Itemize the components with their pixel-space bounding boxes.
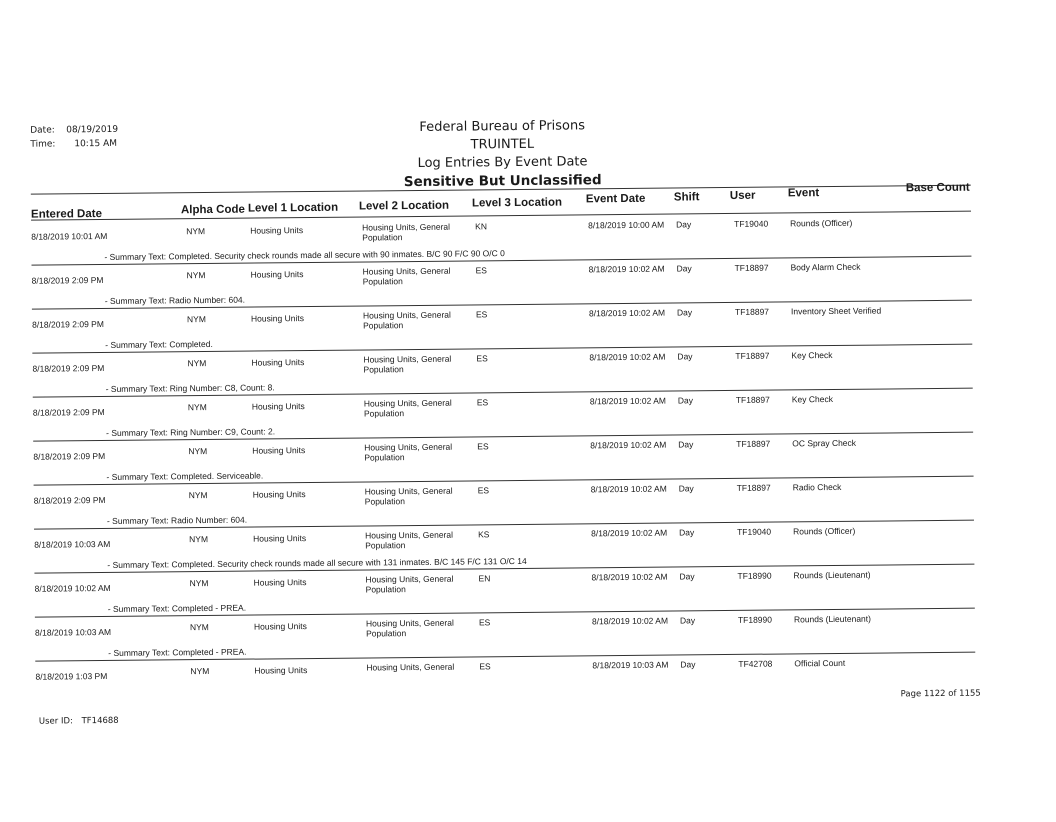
footer-user-id [39,716,119,727]
cell-level3-location: KS [478,529,490,540]
cell-entered-date: 8/18/2019 10:03 AM [34,626,112,638]
cell-entered-date: 8/18/2019 2:09 PM [32,362,105,374]
cell-user: TF42708 [738,658,773,669]
col-level3: Level 3 Location [471,196,563,210]
cell-entered-date: 8/18/2019 2:09 PM [33,494,106,506]
cell-entered-date: 8/18/2019 10:02 AM [34,582,111,594]
cell-level2-location: Housing Units, General Population [363,397,452,419]
cell-alpha-code: NYM [186,314,206,325]
cell-event-date: 8/18/2019 10:02 AM [591,527,668,539]
col-alpha-code: Alpha Code [180,203,245,217]
col-entered-date: Entered Date [30,208,102,221]
date-value: 08/19/2019 [66,124,119,136]
cell-level1-location: Housing Units [250,225,304,236]
cell-entered-date: 8/18/2019 2:09 PM [32,406,105,418]
summary-text: - Summary Text: Completed - PREA. [108,646,247,658]
cell-level2-location: Housing Units, General Population [362,265,451,287]
cell-shift: Day [679,615,696,626]
cell-entered-date: 8/18/2019 1:03 PM [35,670,108,682]
cell-alpha-code: NYM [187,402,207,413]
cell-alpha-code: NYM [189,534,209,545]
cell-user: TF19040 [734,218,769,229]
cell-level1-location: Housing Units [252,489,306,500]
cell-shift: Day [678,439,694,450]
cell-level1-location: Housing Units [253,621,307,632]
user-id-value: TF14688 [81,715,119,727]
cell-event: Official Count [794,657,846,669]
cell-shift: Day [680,659,696,670]
cell-user: TF18990 [737,570,772,581]
cell-entered-date: 8/18/2019 2:09 PM [33,450,106,462]
cell-event: Rounds (Officer) [790,217,853,229]
cell-event: Rounds (Lieutenant) [793,613,872,625]
cell-user: TF18897 [736,438,771,449]
cell-level1-location: Housing Units [253,533,307,544]
cell-shift: Day [676,263,692,274]
summary-text: - Summary Text: Ring Number: C8, Count: 8. [105,382,275,394]
cell-level2-location: Housing Units, General Population [364,485,453,507]
cell-event-date: 8/18/2019 10:02 AM [589,395,666,407]
cell-level3-location: ES [475,265,487,276]
report-time [30,139,117,150]
summary-text: - Summary Text: Completed - PREA. [107,602,247,614]
summary-text: - Summary Text: Radio Number: 604. [104,294,246,306]
cell-level3-location: ES [476,397,489,408]
cell-level3-location: EN [478,573,491,584]
cell-level2-location: Housing Units, General Population [362,309,451,331]
cell-user: TF18897 [734,306,770,317]
cell-level3-location: KN [475,221,487,232]
cell-event-date: 8/18/2019 10:02 AM [591,571,668,583]
cell-level2-location: Housing Units, General Population [363,353,452,375]
cell-user: TF18897 [734,262,769,273]
cell-event: Key Check [791,349,833,361]
cell-event-date: 8/18/2019 10:02 AM [591,615,669,627]
cell-user: TF19040 [737,526,772,537]
cell-event-date: 8/18/2019 10:02 AM [590,483,667,495]
cell-alpha-code: NYM [186,226,206,237]
cell-entered-date: 8/18/2019 2:09 PM [32,318,104,330]
summary-text: - Summary Text: Ring Number: C9, Count: 2. [106,426,276,438]
title-report: Log Entries By Event Date [417,154,588,171]
cell-level1-location: Housing Units [254,665,308,676]
cell-shift: Day [677,395,693,406]
title-system: TRUINTEL [470,136,535,153]
summary-text: - Summary Text: Completed. [105,338,213,350]
cell-user: TF18897 [736,482,771,493]
cell-level2-location: Housing Units, General Population [365,529,454,551]
col-shift: Shift [673,191,700,204]
cell-event-date: 8/18/2019 10:02 AM [588,307,666,319]
title-agency: Federal Bureau of Prisons [419,118,586,135]
cell-alpha-code: NYM [189,577,209,589]
col-event-date: Event Date [585,192,646,206]
cell-level2-location: Housing Units, General Population [362,221,451,243]
cell-level1-location: Housing Units [251,357,305,368]
cell-level1-location: Housing Units [250,313,304,324]
cell-user: TF18897 [735,394,770,405]
col-level2: Level 2 Location [358,199,450,213]
cell-level3-location: ES [475,309,488,320]
summary-text: - Summary Text: Radio Number: 604. [106,514,248,526]
cell-event: Radio Check [792,481,842,493]
cell-alpha-code: NYM [186,270,206,281]
cell-alpha-code: NYM [188,490,208,501]
cell-level2-location: Housing Units, General Population [365,617,454,639]
col-level1: Level 1 Location [247,201,339,215]
page-number: Page 1122 of 1155 [900,688,981,700]
cell-event-date: 8/18/2019 10:02 AM [588,263,665,275]
cell-level1-location: Housing Units [252,445,306,456]
time-label: Time: [30,139,56,150]
cell-alpha-code: NYM [190,665,210,677]
cell-shift: Day [679,527,695,538]
user-id-label: User ID: [38,716,73,727]
cell-entered-date: 8/18/2019 10:03 AM [34,538,111,550]
date-label: Date: [30,125,55,136]
cell-shift: Day [676,307,693,318]
cell-event: Rounds (Officer) [793,525,856,537]
cell-level3-location: ES [479,661,491,672]
cell-alpha-code: NYM [188,446,208,457]
report-date [30,125,118,136]
cell-event: OC Spray Check [792,437,857,449]
cell-alpha-code: NYM [189,621,209,633]
summary-text: - Summary Text: Completed. Security check rounds made all secure with 131 inmates. B/C 145 F/C 131 O/C 14 [107,555,527,570]
cell-entered-date: 8/18/2019 10:01 AM [31,230,108,242]
cell-event-date: 8/18/2019 10:02 AM [589,351,666,363]
title-classification: Sensitive But Unclassified [403,172,602,191]
cell-shift: Day [676,219,692,230]
cell-event: Rounds (Lieutenant) [793,569,871,581]
summary-text: - Summary Text: Completed. Serviceable. [106,470,264,482]
cell-level2-location: Housing Units, General Population [364,441,453,463]
cell-event-date: 8/18/2019 10:03 AM [592,659,669,671]
cell-user: TF18990 [737,614,773,625]
time-value: 10:15 AM [74,138,118,150]
cell-level3-location: ES [478,617,491,628]
cell-level2-location: Housing Units, General [366,661,455,673]
col-event: Event [787,187,820,200]
cell-level1-location: Housing Units [251,401,305,412]
cell-level3-location: ES [477,485,490,496]
cell-level1-location: Housing Units [250,269,304,280]
cell-event: Body Alarm Check [790,261,861,273]
cell-event-date: 8/18/2019 10:00 AM [588,219,665,231]
cell-event-date: 8/18/2019 10:02 AM [590,439,667,451]
cell-level2-location: Housing Units, General Population [365,573,454,595]
cell-entered-date: 8/18/2019 2:09 PM [31,274,104,286]
cell-shift: Day [678,483,694,494]
report-title [377,117,628,191]
summary-text: - Summary Text: Completed. Security check rounds made all secure with 90 inmates. B/C 90 F/C 90 O/C 0 [104,248,505,262]
cell-level3-location: ES [476,353,488,364]
cell-level3-location: ES [477,441,489,452]
col-user: User [729,189,756,202]
cell-shift: Day [677,351,693,362]
cell-level1-location: Housing Units [253,577,307,588]
col-base-count: Base Count [905,181,970,195]
cell-event: Key Check [791,393,833,405]
cell-alpha-code: NYM [187,358,207,369]
cell-event: Inventory Sheet Verified [790,305,882,317]
cell-shift: Day [679,571,695,582]
cell-user: TF18897 [735,350,770,361]
